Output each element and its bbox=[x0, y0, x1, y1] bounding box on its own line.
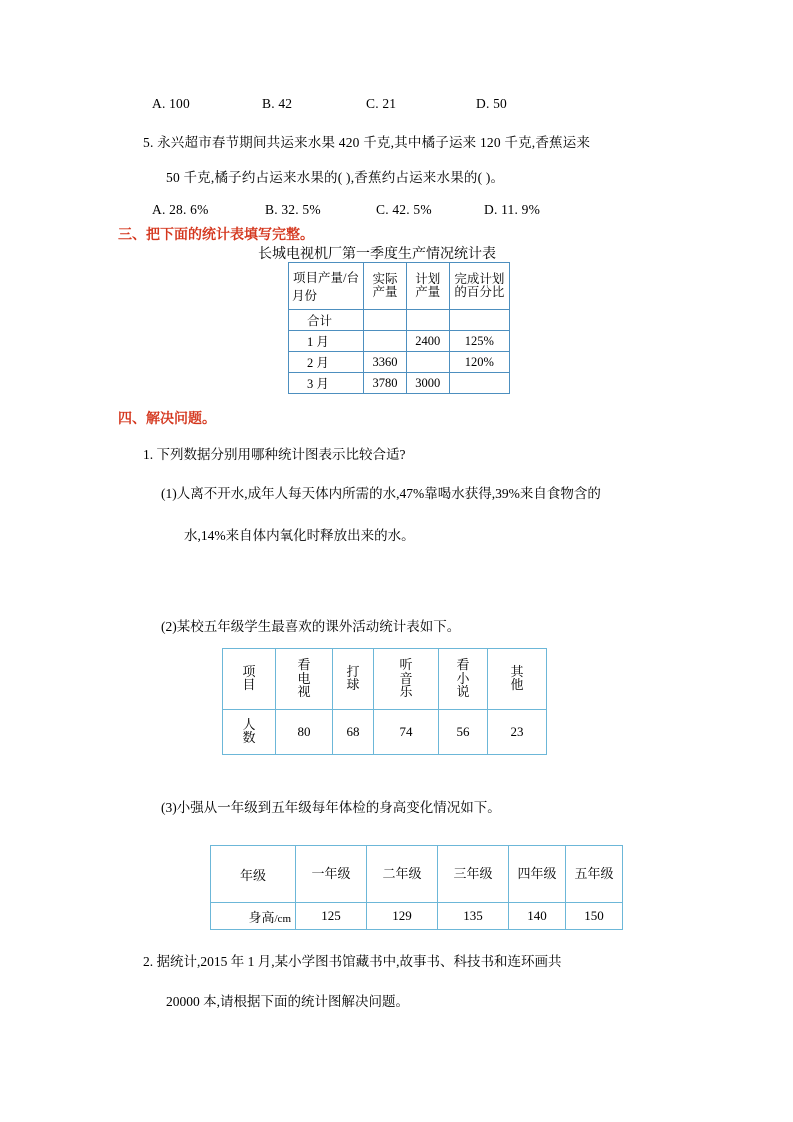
production-table-title: 长城电视机厂第一季度生产情况统计表 bbox=[258, 247, 496, 262]
activity-col-4 bbox=[439, 649, 488, 710]
height-grade-2-text: 二年级 bbox=[382, 866, 422, 882]
height-grade-3 bbox=[438, 846, 509, 903]
section4-question-1: 1. 下列数据分别用哪种统计图表示比较合适? bbox=[143, 447, 406, 462]
table-row bbox=[289, 310, 510, 331]
q5-choice-c: C. 42. 5% bbox=[376, 202, 432, 217]
activity-col-2-text: 打球 bbox=[346, 663, 360, 693]
activity-value-5: 23 bbox=[488, 710, 547, 755]
activity-row-label bbox=[223, 649, 276, 710]
height-grade-5 bbox=[566, 846, 623, 903]
activity-row-label-text: 项目 bbox=[242, 663, 256, 693]
section4-q2-line1: 2. 据统计,2015 年 1 月,某小学图书馆藏书中,故事书、科技书和连环画共 bbox=[143, 954, 562, 969]
height-grade-1-text: 一年级 bbox=[311, 866, 351, 882]
activity-col-4-text: 看小说 bbox=[456, 656, 470, 700]
table-row bbox=[223, 710, 547, 755]
height-value-5: 150 bbox=[566, 903, 623, 930]
header-col1-top: 项目产量/台 bbox=[293, 271, 359, 285]
q5-choice-a: A. 28. 6% bbox=[152, 202, 209, 217]
section4-q1-1-line1: (1)人离不开水,成年人每天体内所需的水,47%靠喝水获得,39%来自食物含的 bbox=[161, 486, 601, 501]
q4-choice-a: A. 100 bbox=[152, 96, 190, 111]
height-value-label bbox=[211, 903, 296, 930]
cell-plan-total[interactable] bbox=[406, 310, 449, 331]
q4-choice-b: B. 42 bbox=[262, 96, 293, 111]
cell-percent-total[interactable] bbox=[449, 310, 509, 331]
cell-actual-month3[interactable]: 3780 bbox=[364, 373, 407, 394]
header-cell-percent: 完成计划的百分比 bbox=[449, 263, 509, 310]
q5-choice-d: D. 11. 9% bbox=[484, 202, 541, 217]
header-col1-bottom: 月份 bbox=[292, 289, 318, 303]
activity-col-2 bbox=[333, 649, 374, 710]
table-header-row bbox=[289, 263, 510, 310]
height-value-4: 140 bbox=[509, 903, 566, 930]
row-label-month1: 1 月 bbox=[289, 331, 364, 352]
height-value-label-main: 身高 bbox=[248, 909, 275, 925]
table-row bbox=[223, 649, 547, 710]
q5-line-1: 5. 永兴超市春节期间共运来水果 420 千克,其中橘子运来 120 千克,香蕉运来 bbox=[143, 135, 591, 150]
section-four-heading: 四、解决问题。 bbox=[118, 410, 216, 426]
table-row bbox=[211, 903, 623, 930]
height-value-label-unit: /cm bbox=[274, 912, 291, 925]
height-grade-4 bbox=[509, 846, 566, 903]
height-row-label: 年级 bbox=[211, 846, 296, 903]
header-cell-actual: 实际产量 bbox=[364, 263, 407, 310]
cell-percent-month3[interactable] bbox=[449, 373, 509, 394]
section4-q1-2: (2)某校五年级学生最喜欢的课外活动统计表如下。 bbox=[161, 619, 461, 634]
header-cell-plan: 计划产量 bbox=[406, 263, 449, 310]
cell-actual-month2[interactable]: 3360 bbox=[364, 352, 407, 373]
header-cell-month bbox=[289, 263, 364, 310]
height-value-3: 135 bbox=[438, 903, 509, 930]
height-grade-1 bbox=[296, 846, 367, 903]
activity-count-label bbox=[223, 710, 276, 755]
table-row bbox=[289, 373, 510, 394]
activity-col-5-text: 其他 bbox=[510, 663, 524, 693]
row-label-month3: 3 月 bbox=[289, 373, 364, 394]
q4-choice-c: C. 21 bbox=[366, 96, 397, 111]
height-grade-4-text: 四年级 bbox=[517, 866, 557, 882]
cell-actual-month1[interactable] bbox=[364, 331, 407, 352]
height-value-2: 129 bbox=[367, 903, 438, 930]
activity-value-1: 80 bbox=[276, 710, 333, 755]
table-row bbox=[289, 352, 510, 373]
cell-plan-month2[interactable] bbox=[406, 352, 449, 373]
q4-choices-row bbox=[152, 96, 507, 112]
height-change-table bbox=[210, 845, 623, 930]
favorite-activity-table bbox=[222, 648, 547, 755]
row-label-total: 合计 bbox=[289, 310, 364, 331]
activity-col-5 bbox=[488, 649, 547, 710]
table-row bbox=[211, 846, 623, 903]
activity-value-2-text: 68 bbox=[346, 724, 360, 739]
cell-actual-total[interactable] bbox=[364, 310, 407, 331]
activity-col-1 bbox=[276, 649, 333, 710]
section4-q1-3: (3)小强从一年级到五年级每年体检的身高变化情况如下。 bbox=[161, 800, 501, 815]
height-grade-5-text: 五年级 bbox=[574, 866, 614, 882]
height-grade-2 bbox=[367, 846, 438, 903]
activity-value-4: 56 bbox=[439, 710, 488, 755]
activity-value-2 bbox=[333, 710, 374, 755]
q5-choices-row bbox=[152, 202, 540, 218]
cell-percent-month2[interactable]: 120% bbox=[449, 352, 509, 373]
section4-q1-1-line2: 水,14%来自体内氧化时释放出来的水。 bbox=[184, 528, 415, 543]
cell-plan-month1[interactable]: 2400 bbox=[406, 331, 449, 352]
table-row bbox=[289, 331, 510, 352]
q5-choice-b: B. 32. 5% bbox=[265, 202, 321, 217]
section4-q2-line2: 20000 本,请根据下面的统计图解决问题。 bbox=[166, 994, 409, 1009]
section-three-heading: 三、把下面的统计表填写完整。 bbox=[118, 226, 314, 242]
activity-col-3 bbox=[374, 649, 439, 710]
activity-value-3: 74 bbox=[374, 710, 439, 755]
height-grade-3-text: 三年级 bbox=[453, 866, 493, 882]
q4-choice-d: D. 50 bbox=[476, 96, 507, 111]
production-statistics-table bbox=[288, 262, 510, 394]
activity-count-label-text: 人数 bbox=[242, 716, 256, 746]
activity-col-3-text: 听音乐 bbox=[399, 656, 413, 700]
cell-percent-month1[interactable]: 125% bbox=[449, 331, 509, 352]
q5-line-2: 50 千克,橘子约占运来水果的( ),香蕉约占运来水果的( )。 bbox=[166, 170, 505, 185]
row-label-month2: 2 月 bbox=[289, 352, 364, 373]
cell-plan-month3[interactable]: 3000 bbox=[406, 373, 449, 394]
height-value-1: 125 bbox=[296, 903, 367, 930]
activity-col-1-text: 看电视 bbox=[297, 656, 311, 700]
